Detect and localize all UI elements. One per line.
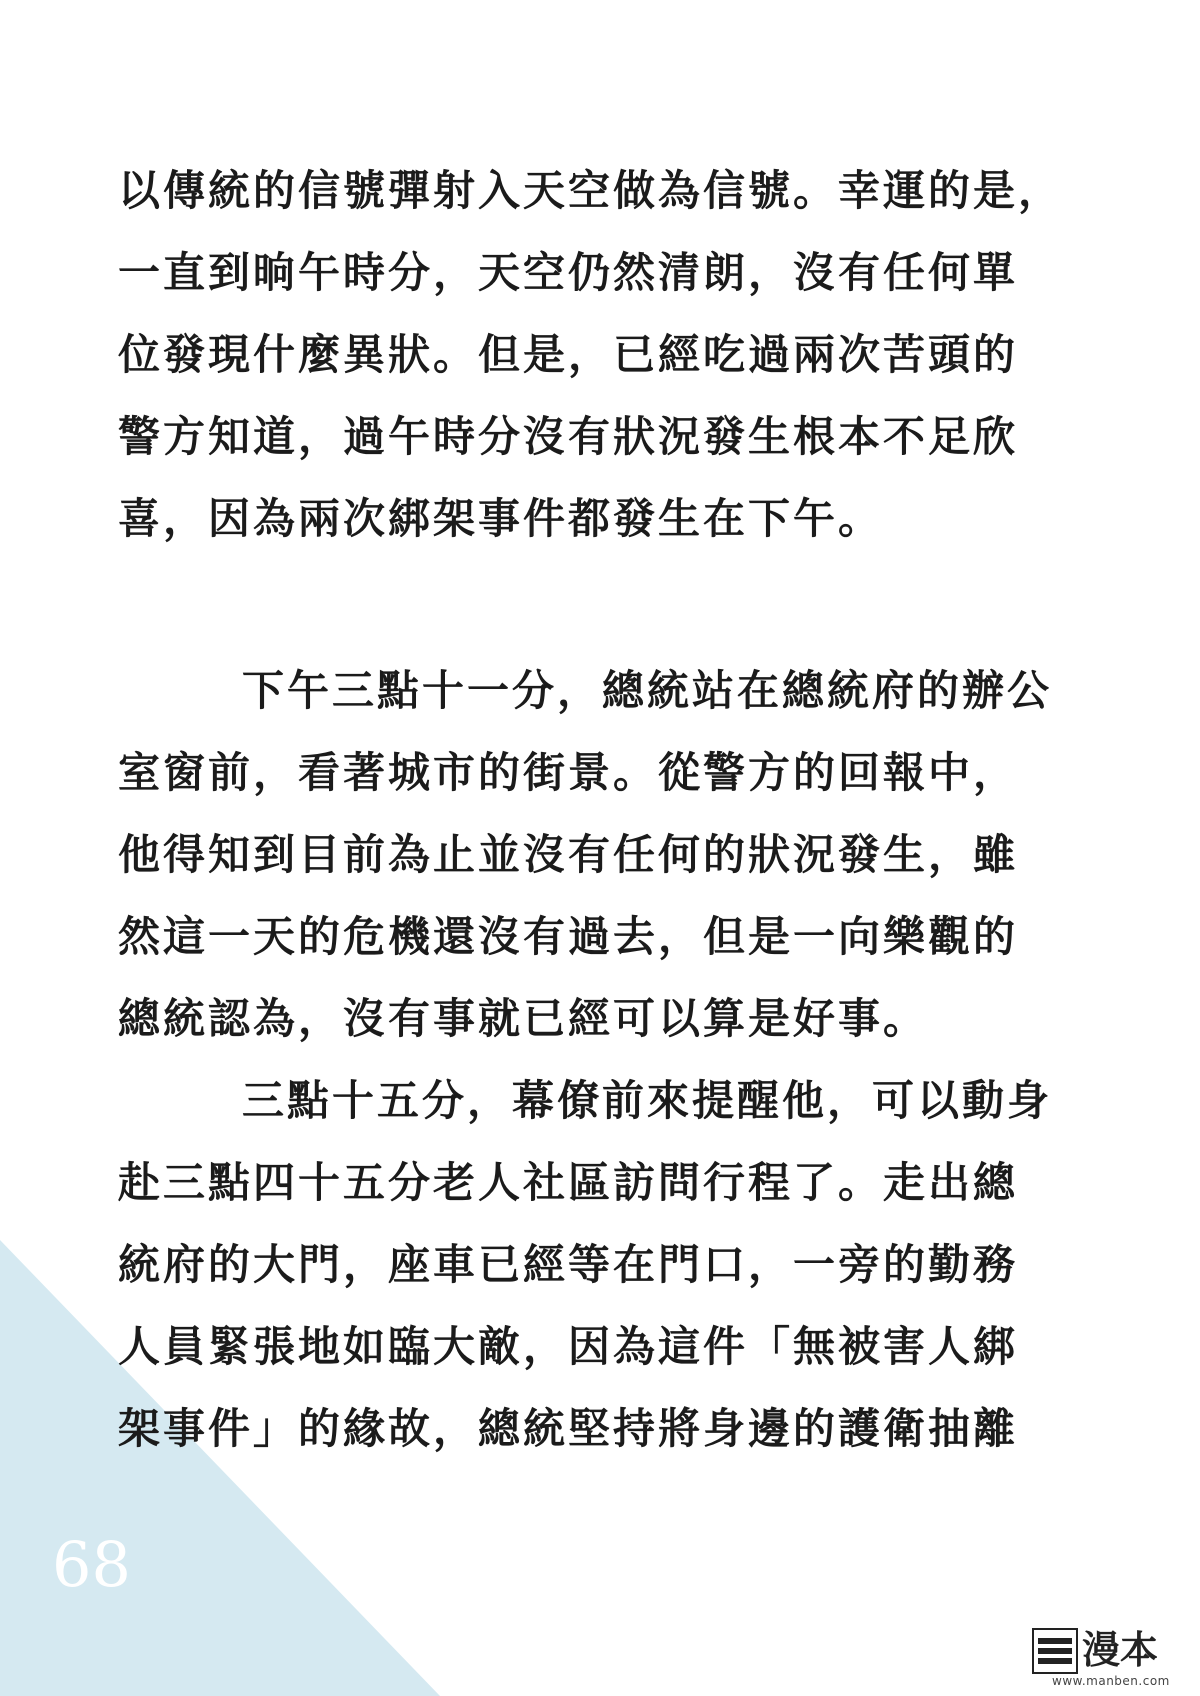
text-line: 以傳統的信號彈射入天空做為信號。幸運的是，: [118, 166, 1064, 215]
text-line: 警方知道，過午時分沒有狀況發生根本不足欣: [118, 412, 1019, 461]
text-line: 三點十五分，幕僚前來提醒他，可以動身: [242, 1076, 1053, 1125]
text-line: 赴三點四十五分老人社區訪問行程了。走出總: [118, 1158, 1019, 1207]
manben-logo-icon: [1032, 1628, 1078, 1674]
text-line: 統府的大門，座車已經等在門口，一旁的勤務: [118, 1240, 1019, 1289]
text-line: 位發現什麼異狀。但是，已經吃過兩次苦頭的: [118, 330, 1019, 379]
text-line: 室窗前，看著城市的街景。從警方的回報中，: [118, 748, 1019, 797]
paragraph-1: [118, 150, 1090, 560]
text-line: 人員緊張地如臨大敵，因為這件「無被害人綁: [118, 1322, 1019, 1371]
watermark: [1032, 1628, 1182, 1688]
paragraph-3: [118, 1060, 1090, 1470]
text-line: 然這一天的危機還沒有過去，但是一向樂觀的: [118, 912, 1019, 961]
text-line: 架事件」的緣故，總統堅持將身邊的護衛抽離: [118, 1404, 1019, 1453]
text-line: 一直到晌午時分，天空仍然清朗，沒有任何單: [118, 248, 1019, 297]
page-number: 68: [52, 1528, 131, 1601]
text-line: 下午三點十一分，總統站在總統府的辦公: [242, 666, 1053, 715]
paragraph-2: [118, 650, 1090, 1060]
watermark-brand: 漫本: [1082, 1628, 1159, 1672]
watermark-url: www.manben.com: [1052, 1674, 1170, 1688]
text-line: 總統認為，沒有事就已經可以算是好事。: [118, 994, 929, 1043]
text-line: 他得知到目前為止並沒有任何的狀況發生，雖: [118, 830, 1019, 879]
text-line: 喜，因為兩次綁架事件都發生在下午。: [118, 494, 884, 543]
